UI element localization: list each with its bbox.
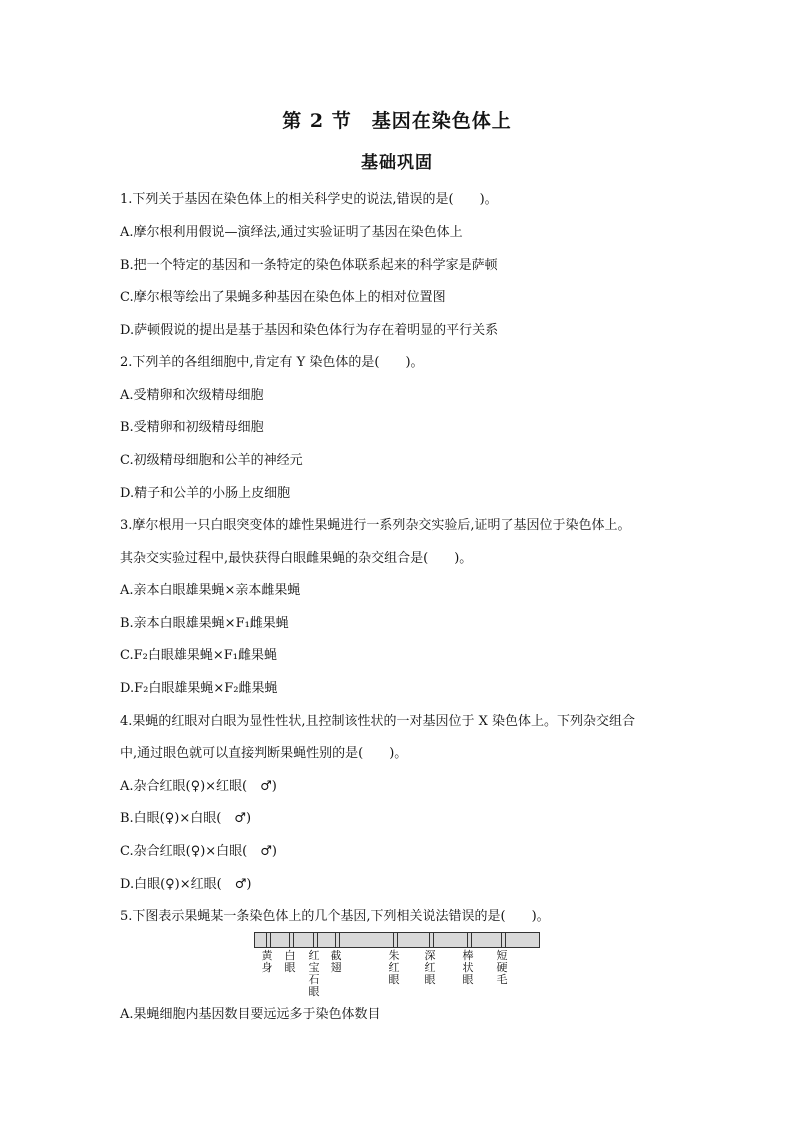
gene-locus-tick (289, 933, 290, 947)
question-2-option-c: C.初级精母细胞和公羊的神经元 (120, 453, 303, 468)
question-4-stem-line-1: 4.果蝇的红眼对白眼为显性性状,且控制该性状的一对基因位于 X 染色体上。下列杂交组合 (120, 714, 636, 729)
gene-locus-tick (433, 933, 434, 947)
question-2-option-a: A.受精卵和次级精母细胞 (120, 388, 264, 403)
question-2-option-d: D.精子和公羊的小肠上皮细胞 (120, 486, 291, 501)
gene-label-short-bristle: 短硬毛 (496, 949, 508, 986)
gene-locus-tick (501, 933, 502, 947)
gene-label-ruby-eye: 红宝石眼 (308, 949, 320, 998)
gene-locus-tick (505, 933, 506, 947)
question-5-stem: 5.下图表示果蝇某一条染色体上的几个基因,下列相关说法错误的是( )。 (120, 909, 550, 924)
gene-locus-tick (313, 933, 314, 947)
gene-locus-tick (397, 933, 398, 947)
question-1-option-b: B.把一个特定的基因和一条特定的染色体联系起来的科学家是萨顿 (120, 258, 498, 273)
gene-locus-tick (471, 933, 472, 947)
gene-label-deep-red-eye: 深红眼 (424, 949, 436, 986)
question-3-stem-line-2: 其杂交实验过程中,最快获得白眼雌果蝇的杂交组合是( )。 (120, 551, 473, 566)
gene-locus-tick (293, 933, 294, 947)
question-4-stem-line-2: 中,通过眼色就可以直接判断果蝇性别的是( )。 (120, 746, 408, 761)
gene-locus-tick (393, 933, 394, 947)
gene-label-yellow-body: 黄身 (261, 949, 273, 974)
question-1-option-c: C.摩尔根等绘出了果蝇多种基因在染色体上的相对位置图 (120, 290, 446, 305)
question-3-option-b: B.亲本白眼雄果蝇×F₁雌果蝇 (120, 616, 289, 631)
gene-label-vermilion-eye: 朱红眼 (388, 949, 400, 986)
question-1-option-a: A.摩尔根利用假说—演绎法,通过实验证明了基因在染色体上 (120, 225, 463, 240)
question-3-option-c: C.F₂白眼雄果蝇×F₁雌果蝇 (120, 648, 277, 663)
question-3-option-d: D.F₂白眼雄果蝇×F₂雌果蝇 (120, 681, 278, 696)
gene-locus-tick (339, 933, 340, 947)
gene-locus-tick (317, 933, 318, 947)
question-1-stem: 1.下列关于基因在染色体上的相关科学史的说法,错误的是( )。 (120, 192, 498, 207)
gene-label-bar-eye: 棒状眼 (462, 949, 474, 986)
question-3-option-a: A.亲本白眼雄果蝇×亲本雌果蝇 (120, 583, 301, 598)
chromosome-diagram (254, 932, 540, 998)
chromosome-bar (254, 932, 540, 948)
question-1-option-d: D.萨顿假说的提出是基于基因和染色体行为存在着明显的平行关系 (120, 323, 499, 338)
gene-locus-tick (335, 933, 336, 947)
page-title: 第 2 节 基因在染色体上 (282, 110, 512, 132)
question-5-option-a: A.果蝇细胞内基因数目要远远多于染色体数目 (120, 1007, 381, 1022)
gene-label-cut-wing: 截翅 (330, 949, 342, 974)
question-4-option-a: A.杂合红眼(♀)×红眼( ♂) (120, 779, 277, 794)
question-2-stem: 2.下列羊的各组细胞中,肯定有 Y 染色体的是( )。 (120, 355, 424, 370)
gene-label-white-eye: 白眼 (284, 949, 296, 974)
question-4-option-c: C.杂合红眼(♀)×白眼( ♂) (120, 844, 277, 859)
gene-locus-tick (270, 933, 271, 947)
question-4-option-d: D.白眼(♀)×红眼( ♂) (120, 877, 252, 892)
question-3-stem-line-1: 3.摩尔根用一只白眼突变体的雄性果蝇进行一系列杂交实验后,证明了基因位于染色体上。 (120, 518, 631, 533)
gene-locus-tick (429, 933, 430, 947)
question-4-option-b: B.白眼(♀)×白眼( ♂) (120, 811, 252, 826)
section-subtitle: 基础巩固 (361, 153, 433, 173)
gene-locus-tick (467, 933, 468, 947)
gene-locus-tick (266, 933, 267, 947)
question-2-option-b: B.受精卵和初级精母细胞 (120, 420, 264, 435)
